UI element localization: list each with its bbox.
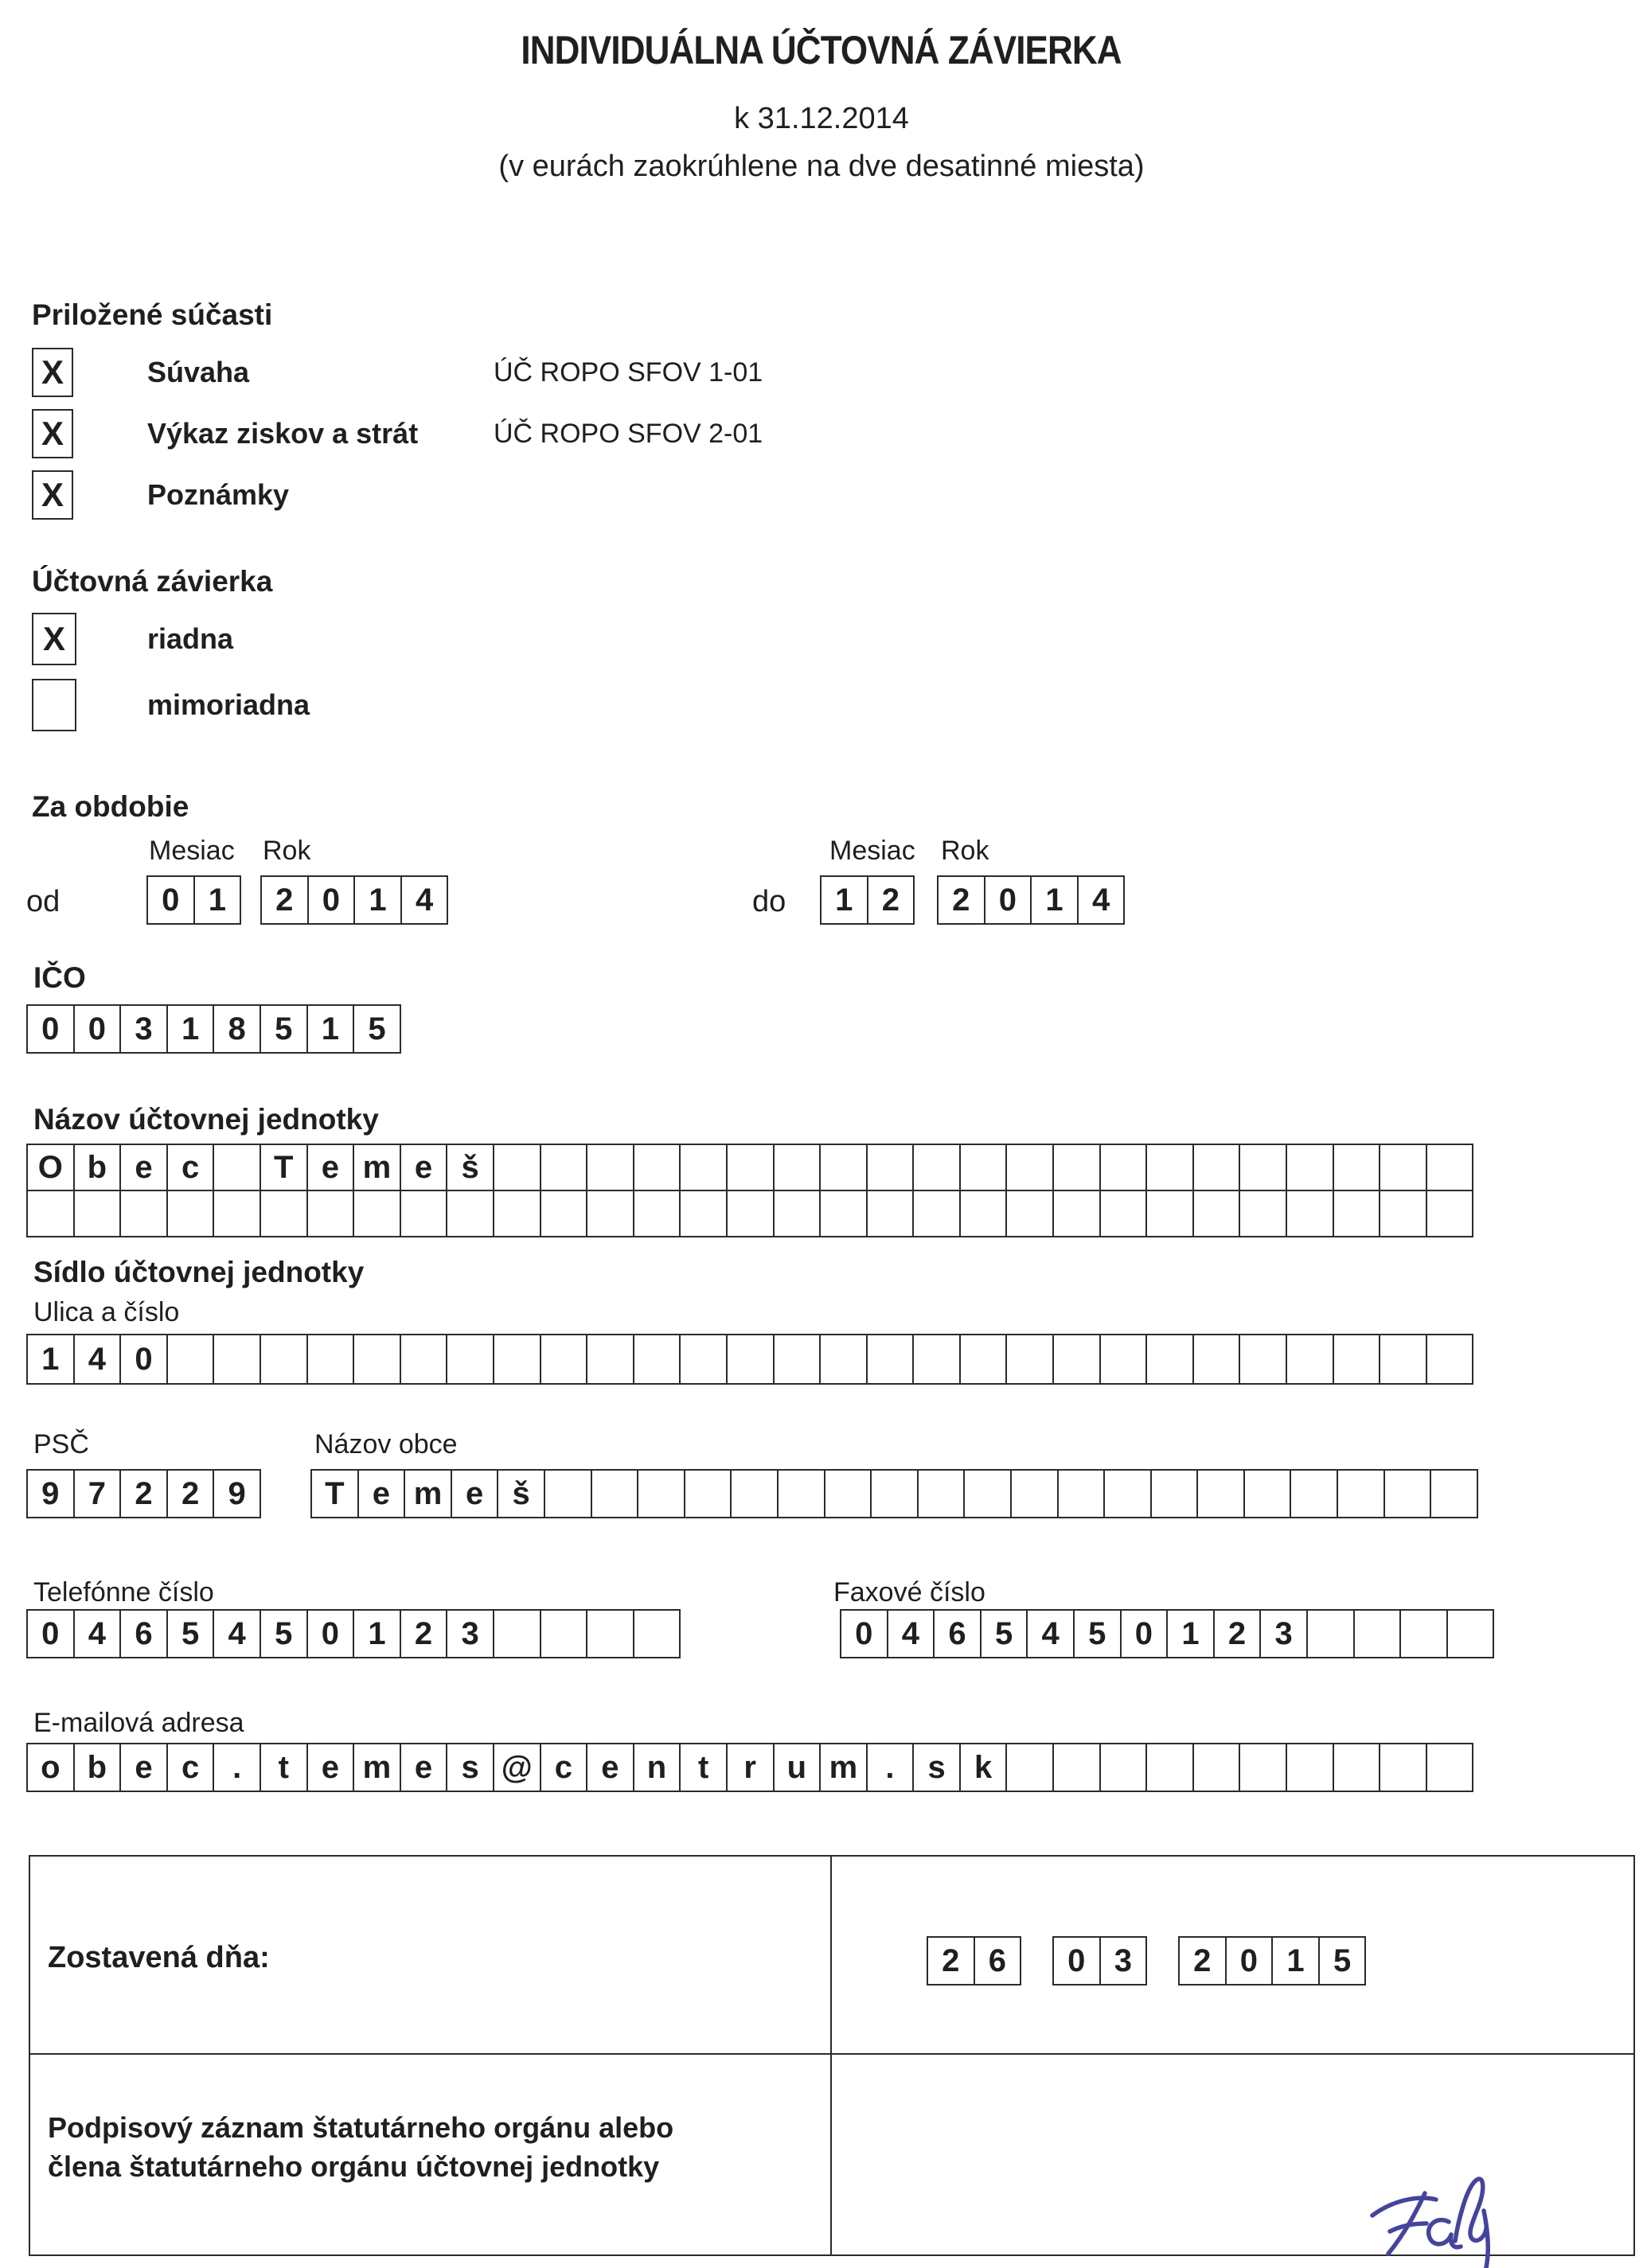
char-cell <box>775 1191 822 1236</box>
period-to-month-label: Mesiac <box>829 836 915 866</box>
char-cell <box>1401 1611 1448 1657</box>
char-cell: T <box>312 1471 359 1517</box>
char-cell <box>868 1191 915 1236</box>
char-cell <box>1380 1744 1427 1791</box>
char-cell <box>214 1191 261 1236</box>
period-heading: Za obdobie <box>32 790 189 823</box>
char-cell: 5 <box>168 1611 215 1657</box>
compiled-month-grid <box>1052 1936 1147 1985</box>
char-cell: e <box>359 1471 406 1517</box>
char-cell: 2 <box>939 877 985 923</box>
char-cell <box>28 1191 75 1236</box>
char-cell: 1 <box>308 1006 355 1052</box>
char-cell: 3 <box>447 1611 494 1657</box>
char-cell: 4 <box>1091 882 1110 918</box>
char-cell: 1 <box>1168 1611 1215 1657</box>
char-cell: 5 <box>1075 1611 1122 1657</box>
char-cell <box>1012 1471 1059 1517</box>
char-cell <box>1105 1471 1152 1517</box>
char-cell <box>1427 1191 1473 1236</box>
char-cell: 4 <box>888 1611 935 1657</box>
char-cell: r <box>728 1744 775 1791</box>
street-grid <box>26 1334 1473 1385</box>
char-cell: u <box>775 1744 822 1791</box>
compiled-day-grid <box>927 1936 1021 1985</box>
char-cell <box>1240 1145 1287 1190</box>
char-cell: e <box>401 1145 448 1190</box>
char-cell <box>634 1191 681 1236</box>
char-cell <box>732 1471 779 1517</box>
char-cell <box>354 1335 401 1383</box>
char-cell: 0 <box>1227 1938 1274 1984</box>
char-cell <box>919 1471 966 1517</box>
char-cell <box>1007 1335 1054 1383</box>
char-cell <box>168 1191 215 1236</box>
char-cell <box>914 1145 961 1190</box>
period-from-month-grid <box>146 875 241 925</box>
char-cell <box>1054 1191 1101 1236</box>
phone-label: Telefónne číslo <box>33 1577 214 1607</box>
char-cell <box>541 1145 588 1190</box>
email-grid <box>26 1743 1473 1792</box>
char-cell <box>821 1335 868 1383</box>
char-cell <box>494 1611 541 1657</box>
char-cell <box>685 1471 732 1517</box>
period-to-year-label: Rok <box>941 836 989 866</box>
char-cell <box>1287 1145 1334 1190</box>
char-cell <box>961 1145 1008 1190</box>
entity-name-grid-row1 <box>26 1144 1473 1191</box>
char-cell: 2 <box>928 1938 975 1984</box>
char-cell: 8 <box>214 1006 261 1052</box>
email-label: E-mailová adresa <box>33 1708 244 1738</box>
entity-name-grid-row2 <box>26 1190 1473 1237</box>
char-cell <box>261 1335 308 1383</box>
char-cell: b <box>75 1145 122 1190</box>
char-cell <box>1334 1145 1381 1190</box>
char-cell <box>1380 1191 1427 1236</box>
char-cell <box>1147 1145 1194 1190</box>
char-cell <box>1334 1335 1381 1383</box>
char-cell <box>728 1335 775 1383</box>
char-cell: @ <box>494 1744 541 1791</box>
char-cell: 1 <box>1273 1938 1320 1984</box>
char-cell: 0 <box>28 1006 75 1052</box>
char-cell: 2 <box>1180 1938 1227 1984</box>
char-cell: 0 <box>841 1611 888 1657</box>
closing-row-riadna <box>32 613 669 665</box>
char-cell <box>1334 1744 1381 1791</box>
period-to-label: do <box>752 885 786 918</box>
signature-statement-label <box>48 2108 673 2186</box>
char-cell <box>728 1145 775 1190</box>
char-cell: 2 <box>168 1471 215 1517</box>
char-cell <box>214 1335 261 1383</box>
char-cell: 1 <box>354 1611 401 1657</box>
char-cell <box>868 1145 915 1190</box>
char-cell: 1 <box>168 1006 215 1052</box>
form-header <box>0 27 1643 73</box>
char-cell: 2 <box>881 882 900 918</box>
char-cell <box>914 1191 961 1236</box>
char-cell <box>1007 1744 1054 1791</box>
char-cell: e <box>587 1744 634 1791</box>
compiled-year-grid <box>1178 1936 1366 1985</box>
char-cell <box>1287 1335 1334 1383</box>
char-cell <box>401 1335 448 1383</box>
char-cell <box>168 1335 215 1383</box>
char-cell: 0 <box>985 877 1032 923</box>
char-cell: e <box>308 1744 355 1791</box>
char-cell <box>541 1611 588 1657</box>
char-cell <box>1240 1191 1287 1236</box>
char-cell <box>1240 1335 1287 1383</box>
char-cell <box>1308 1611 1355 1657</box>
char-cell <box>592 1471 639 1517</box>
char-cell: 3 <box>1114 1943 1133 1978</box>
char-cell <box>545 1471 592 1517</box>
char-cell <box>638 1471 685 1517</box>
attachment-label-poznamky: Poznámky <box>147 478 290 511</box>
attachment-label-vykaz: Výkaz ziskov a strát <box>147 417 419 450</box>
char-cell <box>447 1191 494 1236</box>
char-cell <box>214 1145 261 1190</box>
char-cell <box>1287 1744 1334 1791</box>
char-cell <box>728 1191 775 1236</box>
char-cell <box>1194 1145 1241 1190</box>
char-cell: e <box>121 1145 168 1190</box>
char-cell: O <box>28 1145 75 1190</box>
period-to-month-grid <box>820 875 915 925</box>
char-cell <box>1380 1335 1427 1383</box>
char-cell <box>1427 1335 1473 1383</box>
char-cell: c <box>541 1744 588 1791</box>
char-cell: 9 <box>28 1471 75 1517</box>
char-cell <box>1338 1471 1385 1517</box>
period-from-label: od <box>26 885 60 918</box>
city-label: Názov obce <box>314 1429 458 1459</box>
char-cell <box>1245 1471 1292 1517</box>
char-cell <box>354 1191 401 1236</box>
attachments-heading: Priložené súčasti <box>32 298 273 331</box>
char-cell: n <box>634 1744 681 1791</box>
char-cell: 9 <box>228 1475 246 1511</box>
char-cell: b <box>75 1744 122 1791</box>
attachment-row-poznamky <box>32 470 907 520</box>
char-cell: š <box>498 1471 545 1517</box>
char-cell <box>1355 1611 1402 1657</box>
psc-label: PSČ <box>33 1429 89 1459</box>
char-cell <box>681 1335 728 1383</box>
char-cell <box>775 1335 822 1383</box>
char-cell: 0 <box>1054 1938 1101 1984</box>
char-cell: m <box>821 1744 868 1791</box>
psc-grid <box>26 1469 261 1518</box>
char-cell: 2 <box>1215 1611 1262 1657</box>
char-cell <box>1287 1191 1334 1236</box>
signature-statement-line2: člena štatutárneho orgánu účtovnej jednotky <box>48 2150 660 2183</box>
char-cell <box>587 1611 634 1657</box>
char-cell: 0 <box>309 877 356 923</box>
char-cell <box>1101 1335 1148 1383</box>
char-cell: . <box>214 1744 261 1791</box>
char-cell: T <box>261 1145 308 1190</box>
seat-heading: Sídlo účtovnej jednotky <box>33 1256 365 1288</box>
char-cell: k <box>961 1744 1008 1791</box>
entity-name-heading: Názov účtovnej jednotky <box>33 1103 379 1136</box>
char-cell: 3 <box>1261 1611 1308 1657</box>
char-cell: 0 <box>75 1006 122 1052</box>
char-cell <box>1101 1145 1148 1190</box>
char-cell: m <box>354 1145 401 1190</box>
char-cell <box>1054 1145 1101 1190</box>
char-cell: m <box>405 1471 452 1517</box>
char-cell <box>634 1611 680 1657</box>
char-cell <box>401 1191 448 1236</box>
period-to-year-grid <box>937 875 1125 925</box>
char-cell: 2 <box>262 877 309 923</box>
char-cell <box>1448 1611 1493 1657</box>
char-cell: s <box>914 1744 961 1791</box>
attachment-label-suvaha: Súvaha <box>147 356 250 388</box>
char-cell: 4 <box>75 1611 122 1657</box>
street-label: Ulica a číslo <box>33 1297 180 1327</box>
char-cell <box>75 1191 122 1236</box>
period-from-year-label: Rok <box>263 836 311 866</box>
char-cell <box>1007 1191 1054 1236</box>
char-cell: 1 <box>208 882 227 918</box>
char-cell: 0 <box>28 1611 75 1657</box>
char-cell <box>494 1191 541 1236</box>
char-cell: 0 <box>148 877 195 923</box>
char-cell <box>1054 1335 1101 1383</box>
char-cell: 5 <box>368 1011 386 1046</box>
attachment-row-suvaha <box>32 348 907 397</box>
char-cell <box>1385 1471 1432 1517</box>
char-cell <box>308 1335 355 1383</box>
char-cell <box>1101 1191 1148 1236</box>
char-cell: 7 <box>75 1471 122 1517</box>
char-cell: 5 <box>982 1611 1028 1657</box>
char-cell: t <box>681 1744 728 1791</box>
char-cell <box>261 1191 308 1236</box>
char-cell: e <box>121 1744 168 1791</box>
char-cell <box>681 1191 728 1236</box>
char-cell: 3 <box>121 1006 168 1052</box>
char-cell <box>1147 1335 1194 1383</box>
char-cell <box>872 1471 919 1517</box>
char-cell: 4 <box>75 1335 122 1383</box>
char-cell: 0 <box>1122 1611 1169 1657</box>
closing-heading: Účtovná závierka <box>32 565 273 598</box>
ico-grid <box>26 1004 401 1054</box>
char-cell <box>821 1145 868 1190</box>
char-cell <box>961 1191 1008 1236</box>
char-cell <box>634 1335 681 1383</box>
char-cell <box>587 1335 634 1383</box>
closing-label-mimoriadna: mimoriadna <box>147 688 310 721</box>
char-cell <box>1101 1744 1148 1791</box>
signature-statement-line1: Podpisový záznam štatutárneho orgánu alebo <box>48 2111 674 2144</box>
char-cell <box>1007 1145 1054 1190</box>
char-cell <box>1147 1744 1194 1791</box>
char-cell: 6 <box>935 1611 982 1657</box>
char-cell: s <box>447 1744 494 1791</box>
char-cell: 0 <box>308 1611 355 1657</box>
form-note-line: (v eurách zaokrúhlene na dve desatinné miesta) <box>498 150 1145 183</box>
char-cell: . <box>868 1744 915 1791</box>
char-cell: 1 <box>822 877 868 923</box>
fax-label: Faxové číslo <box>833 1577 985 1607</box>
char-cell: 4 <box>415 882 434 918</box>
form-title: INDIVIDUÁLNA ÚČTOVNÁ ZÁVIERKA <box>521 28 1122 72</box>
char-cell: 4 <box>1028 1611 1075 1657</box>
closing-row-mimoriadna <box>32 679 669 731</box>
char-cell <box>587 1145 634 1190</box>
period-from-month-label: Mesiac <box>149 836 235 866</box>
char-cell: e <box>452 1471 499 1517</box>
char-cell: 0 <box>121 1335 168 1383</box>
char-cell <box>1194 1191 1241 1236</box>
char-cell <box>121 1191 168 1236</box>
char-cell <box>1059 1471 1106 1517</box>
char-cell: 4 <box>214 1611 261 1657</box>
char-cell <box>494 1145 541 1190</box>
char-cell <box>587 1191 634 1236</box>
attachment-code-suvaha: ÚČ ROPO SFOV 1-01 <box>494 357 763 388</box>
closing-label-riadna: riadna <box>147 622 234 655</box>
char-cell: e <box>308 1145 355 1190</box>
char-cell: 5 <box>1333 1943 1352 1978</box>
char-cell <box>681 1145 728 1190</box>
checkbox-suvaha: X <box>32 348 73 397</box>
char-cell: 1 <box>1032 877 1079 923</box>
signature-stroke <box>1455 2179 1486 2241</box>
char-cell: 6 <box>121 1611 168 1657</box>
period-from-year-grid <box>260 875 448 925</box>
compiled-date-label: Zostavená dňa: <box>48 1941 270 1974</box>
char-cell <box>1291 1471 1338 1517</box>
char-cell <box>494 1335 541 1383</box>
checkbox-mimoriadna <box>32 679 76 731</box>
char-cell: 6 <box>988 1943 1007 1978</box>
fax-grid <box>840 1609 1494 1658</box>
char-cell: c <box>168 1145 215 1190</box>
char-cell <box>779 1471 825 1517</box>
char-cell: 5 <box>261 1611 308 1657</box>
checkbox-vykaz: X <box>32 409 73 458</box>
table-horizontal-divider <box>30 2053 1633 2055</box>
char-cell <box>541 1191 588 1236</box>
table-vertical-divider <box>830 1857 832 2254</box>
handwritten-signature <box>1337 2163 1544 2268</box>
char-cell <box>914 1335 961 1383</box>
attachment-code-vykaz: ÚČ ROPO SFOV 2-01 <box>494 419 763 449</box>
char-cell: 2 <box>401 1611 448 1657</box>
city-grid <box>310 1469 1478 1518</box>
char-cell: o <box>28 1744 75 1791</box>
checkbox-poznamky: X <box>32 470 73 520</box>
char-cell <box>1152 1471 1199 1517</box>
form-date-line: k 31.12.2014 <box>734 102 909 135</box>
char-cell: m <box>354 1744 401 1791</box>
char-cell <box>308 1191 355 1236</box>
char-cell <box>1334 1191 1381 1236</box>
phone-grid <box>26 1609 681 1658</box>
char-cell <box>1198 1471 1245 1517</box>
char-cell: t <box>261 1744 308 1791</box>
char-cell <box>1054 1744 1101 1791</box>
char-cell <box>1147 1191 1194 1236</box>
char-cell <box>1380 1145 1427 1190</box>
attachment-row-vykaz <box>32 409 907 458</box>
char-cell: š <box>447 1145 494 1190</box>
char-cell <box>1431 1471 1477 1517</box>
char-cell <box>541 1335 588 1383</box>
char-cell: e <box>401 1744 448 1791</box>
signature-stroke <box>1372 2198 1436 2215</box>
char-cell <box>1427 1744 1473 1791</box>
char-cell <box>1194 1335 1241 1383</box>
checkbox-riadna: X <box>32 613 76 665</box>
char-cell <box>965 1471 1012 1517</box>
char-cell <box>1427 1145 1473 1190</box>
char-cell <box>634 1145 681 1190</box>
char-cell: 1 <box>355 877 402 923</box>
char-cell: 5 <box>261 1006 308 1052</box>
char-cell <box>821 1191 868 1236</box>
char-cell <box>447 1335 494 1383</box>
char-cell: 1 <box>28 1335 75 1383</box>
char-cell <box>868 1335 915 1383</box>
char-cell <box>961 1335 1008 1383</box>
char-cell: 2 <box>121 1471 168 1517</box>
char-cell <box>1194 1744 1241 1791</box>
char-cell <box>775 1145 822 1190</box>
char-cell <box>825 1471 872 1517</box>
char-cell: c <box>168 1744 215 1791</box>
char-cell <box>1240 1744 1287 1791</box>
ico-heading: IČO <box>33 961 86 994</box>
